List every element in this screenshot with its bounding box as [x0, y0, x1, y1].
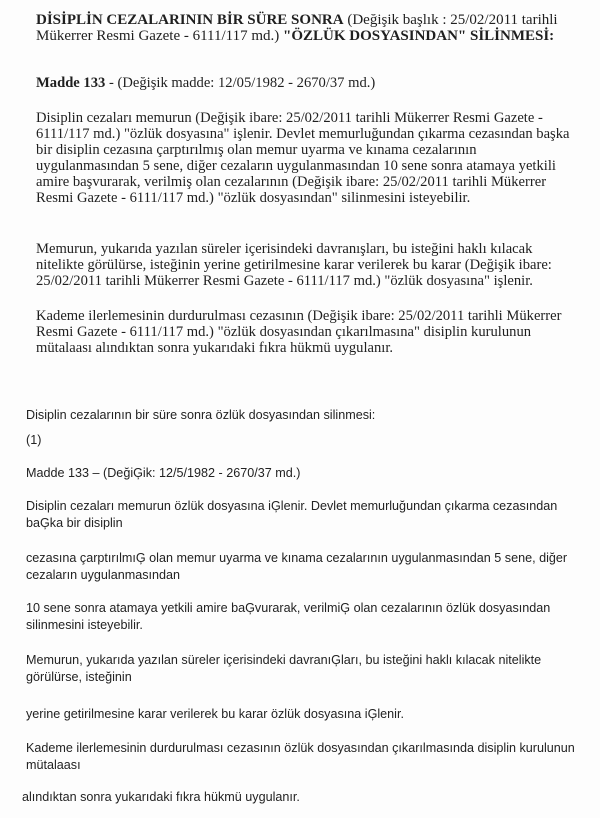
article-change-note: - (Değişik madde: 12/05/1982 - 2670/37 md.) — [108, 75, 376, 91]
article-label: Madde 133 — [36, 75, 106, 91]
title-heading: DİSİPLİN CEZALARININ BİR SÜRE SONRA — [36, 12, 344, 28]
converted-line-7: alındıktan sonra yukarıdaki fıkra hükmü uygulanır. — [22, 790, 300, 804]
converted-line-5: yerine getirilmesine karar verilerek bu karar özlük dosyasına iĢlenir. — [26, 707, 404, 721]
paragraph-3: Kademe ilerlemesinin durdurulması cezasının (Değişik ibare: 25/02/2011 tarihli Mükerrer Resmi Gazete - 6111/117 md.) "özlük dosyasından çıkarılmasına" disiplin kurulunun mütalaası alındıktan sonra yukarıdaki fıkra hükmü uygulanır. — [36, 308, 562, 356]
converted-line-1: Disiplin cezaları memurun özlük dosyasına iĢlenir. Devlet memurluğundan çıkarma cezasından baĢka bir disiplin — [26, 499, 558, 530]
converted-line-4: Memurun, yukarıda yazılan süreler içerisindeki davranıĢları, bu isteğini haklı kılacak nitelikte görülürse, isteğinin — [26, 653, 542, 684]
title-change-note: (Değişik başlık : 25/02/2011 tarihli Mükerrer Resmi Gazete - 6111/117 md.) — [36, 12, 558, 44]
converted-line-6: Kademe ilerlemesinin durdurulması cezasının özlük dosyasından çıkarılmasında disiplin kurulunun mütalaası — [26, 741, 575, 772]
converted-heading: Disiplin cezalarının bir süre sonra özlük dosyasından silinmesi: — [26, 408, 376, 422]
converted-article: Madde 133 – (DeğiĢik: 12/5/1982 - 2670/37 md.) — [26, 466, 301, 480]
paragraph-2: Memurun, yukarıda yazılan süreler içerisindeki davranışları, bu isteğini haklı kılacak nitelikte görülürse, isteğinin yerine getirilmesine karar verilerek bu karar (Değişik ibare: 25/02/2011 tarihli Mükerrer Resmi Gazete - 6111/117 md.) "özlük dosyasına" işlenir. — [36, 241, 552, 289]
converted-number: (1) — [26, 433, 42, 447]
document-title — [36, 12, 581, 44]
converted-line-3: 10 sene sonra atamaya yetkili amire baĢvurarak, verilmiĢ olan cezalarının özlük dosyasından silinmesini isteyebilir. — [26, 601, 551, 632]
paragraph-1: Disiplin cezaları memurun (Değişik ibare: 25/02/2011 tarihli Mükerrer Resmi Gazete - 6111/117 md.) "özlük dosyasına" işlenir. Devlet memurluğundan çıkarma cezasından başka bir disiplin cezasına çarptırılmış olan memur uyarma ve kınama cezalarının uygulanmasından 5 sene, diğer cezaların uygulanmasından 10 sene sonra atamaya yetkili amire başvurarak, verilmiş olan cezalarının (Değişik ibare: 25/02/2011 tarihli Mükerrer Resmi Gazete - 6111/117 md.) "özlük dosyasından" silinmesini isteyebilir. — [36, 110, 570, 206]
title-heading-tail: "ÖZLÜK DOSYASINDAN" SİLİNMESİ: — [283, 28, 555, 44]
article-heading — [36, 75, 581, 91]
converted-line-2: cezasına çarptırılmıĢ olan memur uyarma ve kınama cezalarının uygulanmasından 5 sene, diğer cezaların uygulanmasından — [26, 551, 568, 582]
